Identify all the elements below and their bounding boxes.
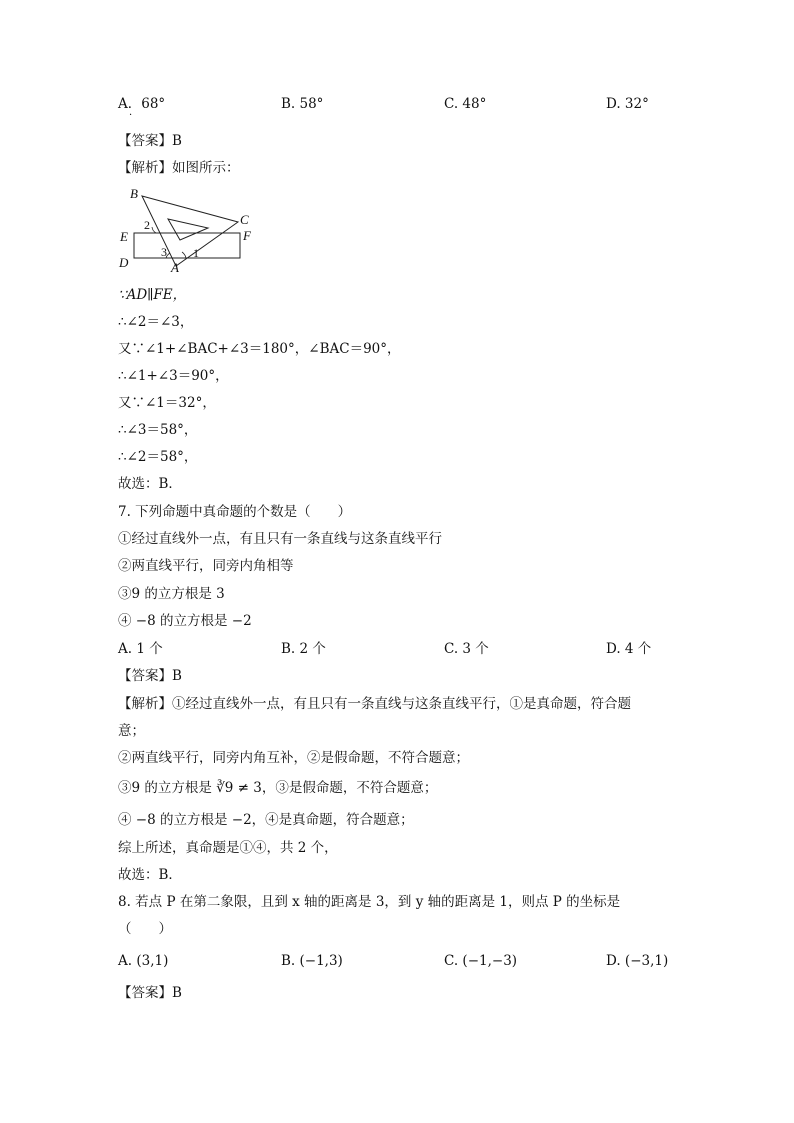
step-6: ∴∠3＝58°， — [118, 422, 198, 438]
q7-option-d: D. 4 个 — [606, 641, 652, 657]
q7-stem: 7. 下列命题中真命题的个数是（ ） — [118, 504, 352, 520]
label-angle-2: 2 — [144, 218, 150, 232]
triangle-ruler-figure — [116, 184, 266, 276]
q7-item-3: ③9 的立方根是 3 — [118, 586, 225, 602]
step-4: ∴∠1+∠3＝90°， — [118, 368, 229, 384]
stray-dot: · — [129, 110, 133, 121]
q8-stem: 8. 若点 P 在第二象限，且到 x 轴的距离是 3，到 y 轴的距离是 1，则点 P 的坐标是 — [118, 894, 621, 910]
q7-answer: 【答案】B — [118, 668, 182, 684]
option-c: C. 48° — [444, 96, 487, 112]
q7-analysis-1: 【解析】①经过直线外一点，有且只有一条直线与这条直线平行，①是真命题，符合题 — [118, 696, 631, 712]
q8-option-d: D. (−3,1) — [606, 953, 669, 969]
q7-item-4: ④ −8 的立方根是 −2 — [118, 613, 252, 629]
q8-option-c: C. (−1,−3) — [444, 953, 518, 969]
q7-item-1: ①经过直线外一点，有且只有一条直线与这条直线平行 — [118, 531, 442, 547]
option-a: A．68° — [118, 96, 166, 112]
label-b: B — [130, 186, 138, 201]
option-b: B. 58° — [281, 96, 324, 112]
q7-option-b: B. 2 个 — [281, 641, 326, 657]
set-square-outer — [142, 196, 238, 266]
q7-analysis-7: 故选：B． — [118, 867, 182, 883]
step-5: 又∵∠1＝32°， — [118, 395, 216, 411]
q8-option-b: B. (−1,3) — [281, 953, 343, 969]
q8-answer: 【答案】B — [118, 985, 182, 1001]
label-f: F — [243, 228, 251, 243]
q7-analysis-5: ④ −8 的立方根是 −2，④是真命题，符合题意； — [118, 812, 414, 828]
q7-analysis-2: 意； — [118, 723, 145, 739]
q7-analysis-3: ②两直线平行，同旁内角互补，②是假命题，不符合题意； — [118, 750, 469, 766]
choice-line: 故选：B． — [118, 476, 182, 492]
step-7: ∴∠2＝58°， — [118, 449, 198, 465]
q6-analysis-intro: 【解析】如图所示： — [118, 160, 240, 176]
label-a: A — [171, 260, 179, 275]
q7-item-2: ②两直线平行，同旁内角相等 — [118, 558, 294, 574]
label-c: C — [240, 212, 249, 227]
q8-option-a: A. (3,1) — [118, 953, 169, 969]
q8-paren: （ ） — [118, 921, 172, 937]
q7-option-c: C. 3 个 — [444, 641, 489, 657]
label-d: D — [119, 255, 129, 270]
label-angle-1: 1 — [193, 246, 199, 260]
angle-1-arc — [182, 252, 186, 258]
label-angle-3: 3 — [161, 245, 167, 259]
q7-analysis-6: 综上所述，真命题是①④，共 2 个， — [118, 840, 338, 856]
step-3: 又∵∠1+∠BAC+∠3＝180°，∠BAC＝90°， — [118, 341, 401, 357]
option-d: D. 32° — [606, 96, 649, 112]
angle-2-arc — [152, 227, 156, 233]
label-e: E — [120, 229, 128, 244]
q7-option-a: A. 1 个 — [118, 641, 163, 657]
set-square-inner — [168, 219, 208, 240]
step-1: ∵AD∥FE， — [118, 287, 187, 303]
step-2: ∴∠2＝∠3， — [118, 314, 194, 330]
q7-analysis-4: ③9 的立方根是 ∛9 ≠ 3，③是假命题，不符合题意； — [118, 780, 438, 796]
q6-answer: 【答案】B — [118, 133, 182, 149]
